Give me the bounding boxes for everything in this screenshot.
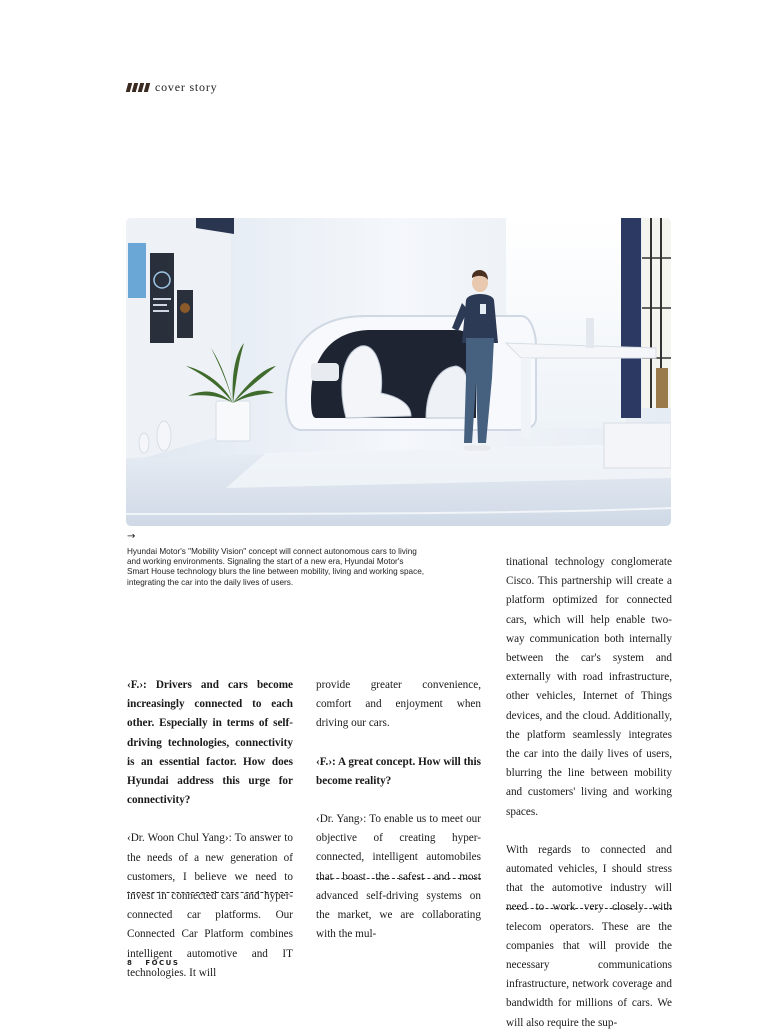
photo-caption: Hyundai Motor's "Mobility Vision" concept will connect autonomous cars to living and working environments. Signaling the start of a new era, Hyundai Motor's Smart House technology blurs the line between mobility, living and working space, integrating the car into the daily lives of users.: [127, 547, 425, 587]
column3-paragraph-1: tinational technology conglomerate Cisco. This partnership will create a platform optimized for connected cars, which will help enable two-way communication both internally between the car's system and externally with road infrastructure, other vehicles, Internet of Things devices, and the cloud. Additionally, the platform seamlessly integrates the car into the daily lives of users, blurring the line between mobility and customers' living and working spaces.: [506, 556, 672, 818]
caption-arrow-icon: →: [127, 531, 136, 542]
section-label: cover story: [155, 80, 218, 94]
text-column-3: [506, 553, 672, 1033]
column3-paragraph-2: With regards to connected and automated vehicles, I should stress that the automotive industry will need to work very closely with telecom operators. These are the companies that will provide the necessary communications infrastructure, network coverage and bandwidth for millions of cars. We will also require the sup-: [506, 843, 672, 1029]
text-column-2: [316, 676, 481, 944]
page-number: 8: [127, 959, 134, 967]
magazine-name: FOCUS: [145, 959, 180, 967]
column-end-rule: [506, 908, 672, 909]
column-end-rule: [127, 892, 293, 893]
interview-answer-1: ‹Dr. Woon Chul Yang›: To answer to the needs of a new generation of customers, I believe we need to invest in connected cars and hyper-connected car platforms. Our Connected Car Platform combines intelligent automotive and IT technologies. It will: [127, 832, 293, 979]
concept-car-photo: [126, 218, 671, 526]
text-column-1: [127, 676, 293, 983]
section-bars-icon: [127, 83, 149, 92]
interview-question-2: ‹F.›: A great concept. How will this become reality?: [316, 755, 481, 787]
page-footer: [127, 959, 187, 967]
section-header: [127, 80, 217, 95]
column-end-rule: [316, 878, 481, 879]
answer-continuation: provide greater convenience, comfort and enjoyment when driving our cars.: [316, 679, 481, 730]
interview-question-1: ‹F.›: Drivers and cars become increasingly connected to each other. Especially in terms of self-driving technologies, connectivity is an essential factor. How does Hyundai address this urge for connectivity?: [127, 679, 293, 807]
interview-answer-2: ‹Dr. Yang›: To enable us to meet our objective of creating hyper-connected, intelligent automobiles that boast the safest and most advanced self-driving systems on the market, we are collaborating with the mul-: [316, 813, 481, 941]
